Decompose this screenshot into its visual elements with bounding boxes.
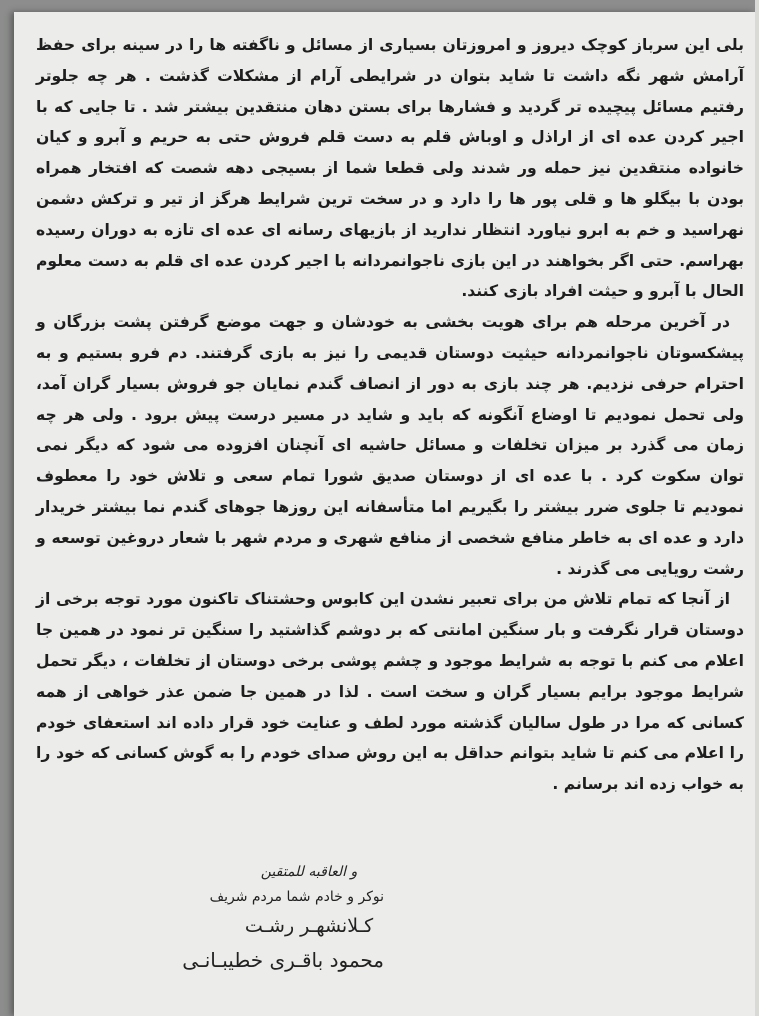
- signature-block: [182, 860, 384, 978]
- signer-name: محمود باقـری خطیبـانـی: [182, 948, 384, 972]
- closing-line: و العاقبه للمتقین: [260, 864, 358, 880]
- paper-edge: [755, 0, 759, 1016]
- title-line: کـلانشهـر رشـت: [244, 915, 374, 937]
- paragraph-3: از آنجا که تمام تلاش من برای تعبیر نشدن این کابوس وحشتناک تاکنون مورد توجه برخی از دوستان قرار نگرفت و بار سنگین امانتی که بر دوشم گذاشتید را سنگین تر نمود در همین جا اعلام می کنم با توجه به شرایط موجود و چشم پوشی برخی دوستان از تخلفات ، دیگر تحمل شرایط موجود برایم بسیار گران و سخت است . لذا در همین جا ضمن عذر خواهی از همه کسانی که مرا در طول سالیان گذشته مورد لطف و عنایت خود قرار داده اند استعفای خودم را اعلام می کنم تا شاید بتوانم حداقل به این روش صدای خودم را به گوش کسانی که خود را به خواب زده اند برسانم .: [36, 590, 744, 794]
- paragraph-1: بلی این سرباز کوچک دیروز و امروزتان بسیاری از مسائل و ناگفته ها را در سینه برای حفظ آرامش شهر نگه داشت تا شاید بتوان در شرایطی آرام از مشکلات گذشت . هر چه جلوتر رفتیم مسائل پیچیده تر گردید و فشارها برای بستن دهان منتقدین بیشتر شد . تا جایی که با اجیر کردن عده ای از اراذل و اوباش قلم به دست قلم فروش حتی به حریم و آبرو و کیان خانواده منتقدین نیز حمله ور شدند ولی قطعا شما از بسیجی دهه شصت که افتخار همراه بودن با بیگلو ها و قلی پور ها را دارد و در سخت ترین شرایط هرگز از تیر و ترکش دشمن نهراسید و خم به ابرو نیاورد انتظار ندارید از بازیهای رسانه ای عده ای تازه به دوران رسیده بهراسم. حتی اگر بخواهند در این بازی ناجوانمردانه با اجیر کردن عده ای قلم به دست معلوم الحال با آبرو و حیثت افراد بازی کنند.: [36, 36, 744, 301]
- paragraph-2: در آخرین مرحله هم برای هویت بخشی به خودشان و جهت موضع گرفتن پشت بزرگان و پیشکسوتان ناجوانمردانه حیثیت دوستان قدیمی را نیز به بازی گرفتند. دم فرو بستیم و به احترام حرفی نزدیم. هر چند بازی به دور از انصاف گندم نمایان جو فروش بسیار گران آمد، ولی تحمل نمودیم تا اوضاع آنگونه که باید و شاید در مسیر درست پیش برود . ولی هر چه زمان می گذرد بر میزان تخلفات و مسائل حاشیه ای آنچنان افزوده می شود که دیگر نمی توان سکوت کرد . با عده ای از دوستان صدیق شورا تمام سعی و تلاش خود را معطوف نمودیم تا جلوی ضرر بیشتر را بگیریم اما متأسفانه این روزها جوهای گندم نما بیشتر خریدار دارد و عده ای به خاطر منافع شخصی از منافع شهری و مردم شهر با شعار دروغین توسعه و رشت رویایی می گذرند .: [36, 313, 744, 578]
- servant-line: نوکر و خادم شما مردم شریف: [209, 889, 384, 905]
- letter-page: [14, 12, 756, 1016]
- letter-body: [36, 30, 744, 800]
